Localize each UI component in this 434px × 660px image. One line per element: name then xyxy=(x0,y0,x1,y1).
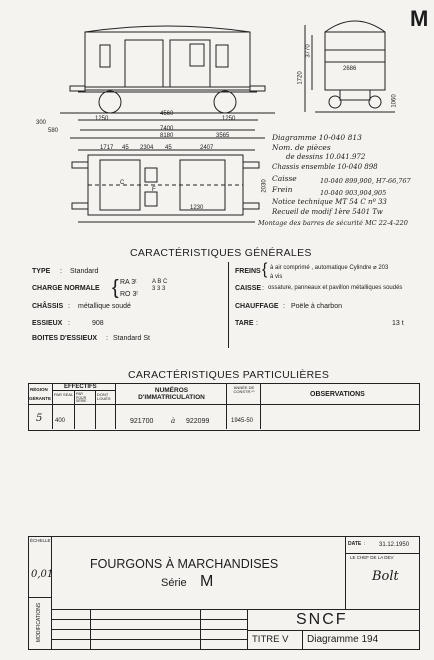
charge-ra: RA 3ᵗ xyxy=(120,279,137,286)
serie-value: M xyxy=(200,573,214,590)
dim-1720: 1720 xyxy=(297,71,304,85)
dim-plan-1230: 1230 xyxy=(190,205,204,211)
tare-value: 13 t xyxy=(392,320,404,327)
charge-label: CHARGE NORMALE xyxy=(32,285,100,292)
row-num-to: 922099 xyxy=(186,418,210,425)
boites-value: Standard St xyxy=(113,335,150,342)
row-num-sep: à xyxy=(171,417,176,425)
tare-label: TARE xyxy=(235,320,254,327)
dim-3770: 3770 xyxy=(305,44,312,58)
caisse-label: CAISSE xyxy=(235,285,262,292)
freins-brace: { xyxy=(262,261,268,278)
tare-colon: : xyxy=(256,320,258,327)
dim-8180: 8180 xyxy=(160,133,174,139)
tb-grid-v3 xyxy=(247,609,248,649)
row-region: 5 xyxy=(36,413,43,424)
col-line-5 xyxy=(226,383,227,429)
ref-caisse-val: 10-040 899,900, H7-66,767 xyxy=(320,177,411,185)
dim-plan-1717: 1717 xyxy=(100,145,114,151)
company-sncf: SNCF xyxy=(296,611,348,628)
dim-plan-2304: 2304 xyxy=(140,145,154,151)
ref-diagramme: Diagramme 10-040 813 xyxy=(272,133,362,142)
tb-grid-3 xyxy=(51,639,247,640)
dim-2686: 2686 xyxy=(343,66,357,72)
titre-label: TITRE V xyxy=(252,634,289,645)
tb-right-col xyxy=(345,536,346,609)
tb-titre-sep xyxy=(302,630,303,649)
echelle-value: 0,01 xyxy=(31,569,54,580)
essieux-label: ESSIEUX xyxy=(32,320,63,327)
row-num-from: 921700 xyxy=(130,418,154,425)
hdr-annee: ANNÉE DE CONSTR.ᵒⁿ xyxy=(233,385,255,394)
ref-frein-val: 10-040 903,904,905 xyxy=(320,189,387,197)
ref-caisse-label: Caisse xyxy=(272,174,297,183)
charge-333: 3 3 3 xyxy=(152,286,166,292)
type-colon: : xyxy=(60,268,62,275)
freins-value-1: à air comprimé , automatique Cylindre ⌀ 203 xyxy=(270,265,389,271)
chassis-label: CHÂSSIS xyxy=(32,303,64,310)
dim-plan-45a: 45 xyxy=(122,145,129,151)
tb-mid-line xyxy=(28,597,52,598)
hdr-numeros: NUMÉROS D'IMMATRICULATION xyxy=(138,387,205,401)
serie-label: Série xyxy=(161,577,187,589)
tb-grid-2 xyxy=(51,629,247,630)
plan-label-f: F xyxy=(152,187,156,193)
plan-label-c: C xyxy=(120,180,125,186)
row-annee: 1945-50 xyxy=(231,418,254,424)
row-effectif: 400 xyxy=(55,418,66,424)
dim-1060: 1060 xyxy=(391,94,398,108)
essieux-colon: : xyxy=(68,320,70,327)
dim-300: 300 xyxy=(36,120,47,126)
hdr-par-pour-serie: PAR POUR SÉRIE xyxy=(76,392,87,403)
boites-colon: : xyxy=(106,335,108,342)
hdr-effectifs: EFFECTIFS xyxy=(64,384,97,390)
ref-recueil: Recueil de modif 1ère 5401 Tw xyxy=(272,208,383,216)
ref-frein-label: Frein xyxy=(272,185,293,194)
col-line-4 xyxy=(115,383,116,429)
chef-label: LE CHEF DE LA DEV xyxy=(350,555,394,560)
general-divider xyxy=(228,262,229,348)
ref-nom-pieces: Nom. de pièces xyxy=(272,143,331,152)
signature: Bolt xyxy=(372,569,399,584)
chauffage-value: Poële à charbon xyxy=(291,303,342,310)
particular-title: CARACTÉRISTIQUES PARTICULIÈRES xyxy=(128,369,330,381)
page-letter: M xyxy=(410,6,429,31)
chassis-colon: : xyxy=(68,303,70,310)
dim-1250-right: 1250 xyxy=(222,116,236,122)
col-line-6 xyxy=(260,383,261,429)
freins-label: FREINS xyxy=(235,268,261,275)
freins-value-2: à vis xyxy=(270,274,283,280)
general-title: CARACTÉRISTIQUES GÉNÉRALES xyxy=(130,247,312,259)
tb-bottom-band xyxy=(51,609,419,610)
date-colon: : xyxy=(364,541,366,547)
hdr-gerante: GÉRANTE xyxy=(29,396,52,401)
dim-580: 580 xyxy=(48,128,59,134)
dim-plan-45b: 45 xyxy=(165,145,172,151)
chauffage-label: CHAUFFAGE xyxy=(235,303,279,310)
dim-3565: 3565 xyxy=(216,133,230,139)
hdr-region: RÉGION xyxy=(30,387,48,392)
col-line-2 xyxy=(74,390,75,429)
charge-abc: A B C xyxy=(152,279,168,285)
dim-plan-2030: 2030 xyxy=(261,179,268,193)
ref-dessins: de dessins 10.041.972 xyxy=(286,153,366,161)
date-value: 31.12.1950 xyxy=(379,542,410,548)
col-line-3 xyxy=(95,390,96,429)
tb-grid-v1 xyxy=(90,609,91,649)
dim-plan-2407: 2407 xyxy=(200,145,214,151)
diagramme-label: Diagramme 194 xyxy=(307,634,379,645)
type-value: Standard xyxy=(70,268,99,275)
echelle-label: ÉCHELLE xyxy=(30,538,51,543)
hdr-dont-loues: DONT LOUÉS xyxy=(97,392,111,401)
ref-montage: Montage des barres de sécurité MC 22-4-220 xyxy=(258,219,408,227)
type-label: TYPE xyxy=(32,268,51,275)
ref-chassis: Chassis ensemble 10-040 898 xyxy=(272,163,378,171)
effectifs-line xyxy=(52,390,115,391)
dim-4560: 4560 xyxy=(160,111,174,117)
chauffage-colon: : xyxy=(283,303,285,310)
tb-left-col xyxy=(51,536,52,649)
charge-ro: RO 3ᵗ xyxy=(120,291,138,298)
tb-sncf-line xyxy=(247,630,419,631)
hdr-par-seal: PAR SEAL xyxy=(54,392,74,397)
date-label: DATE xyxy=(348,541,362,547)
ref-notice: Notice technique MT 54 C nº 33 xyxy=(272,198,387,206)
hdr-observations: OBSERVATIONS xyxy=(310,391,365,398)
modifs-label: MODIFICATIONS xyxy=(36,602,43,643)
tb-date-line xyxy=(345,553,419,554)
caisse-value: ossature, panneaux et pavillon métalliques soudés xyxy=(268,285,403,291)
boites-label: BOITES D'ESSIEUX xyxy=(32,335,98,342)
charge-brace: { xyxy=(112,277,119,299)
particular-header-line xyxy=(28,404,419,405)
chassis-value: métallique soudé xyxy=(78,303,131,310)
tb-grid-v2 xyxy=(200,609,201,649)
dim-7400: 7400 xyxy=(160,126,174,132)
tb-grid-1 xyxy=(51,619,247,620)
essieux-value: 908 xyxy=(92,320,104,327)
dim-1250-left: 1250 xyxy=(95,116,109,122)
title-main: FOURGONS À MARCHANDISES xyxy=(90,557,279,571)
caisse-colon: : xyxy=(262,285,264,292)
